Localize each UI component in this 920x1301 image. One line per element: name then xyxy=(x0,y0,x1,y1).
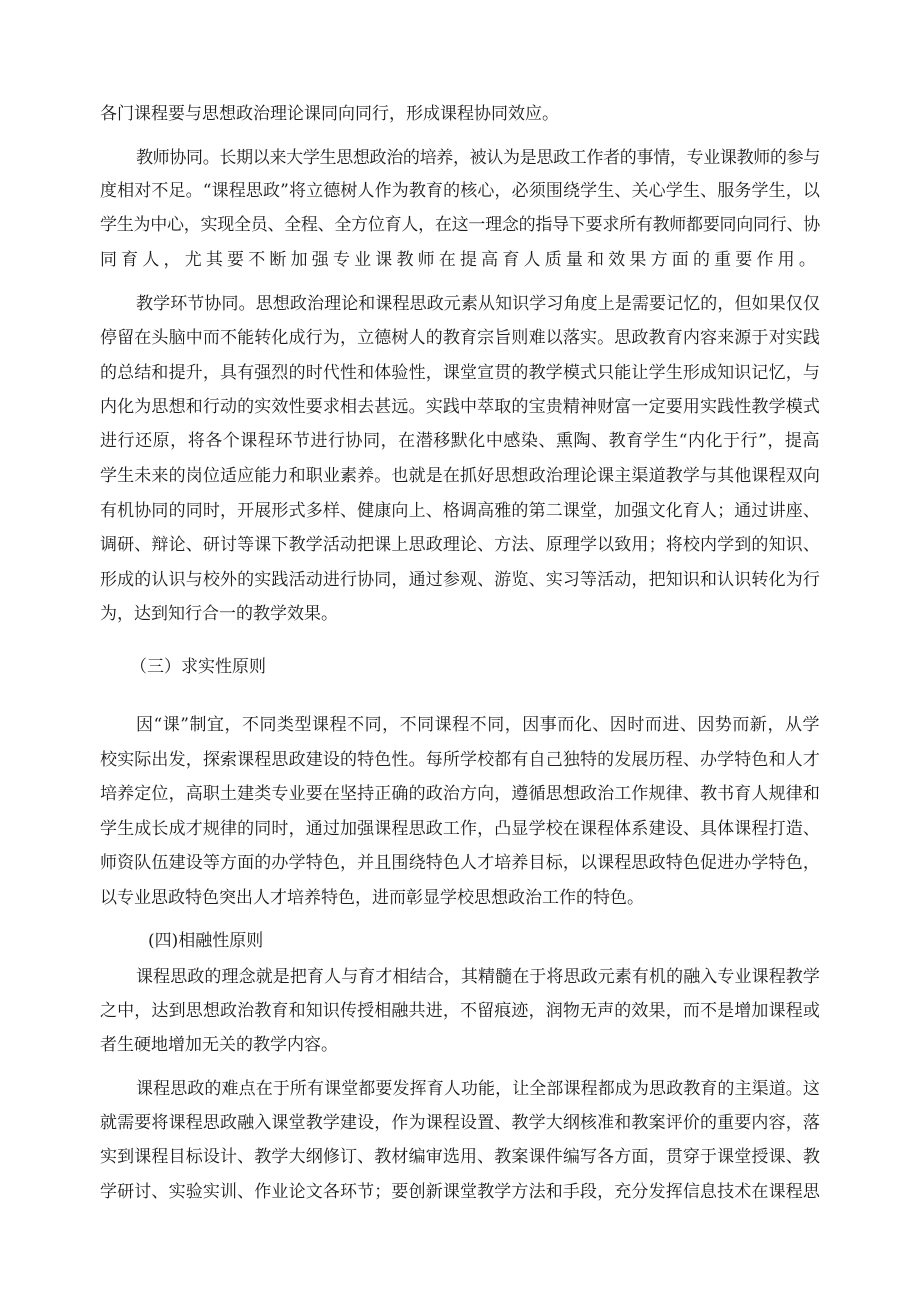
paragraph-line: 因“课”制宜，不同类型课程不同，不同课程不同，因事而化、因时而进、因势而新，从学 xyxy=(136,715,820,735)
paragraph-line: 度相对不足。“课程思政”将立德树人作为教育的核心，必须围绕学生、关心学生、服务学生，以 xyxy=(100,181,820,201)
paragraph-line: 有机协同的同时，开展形式多样、健康向上、格调高雅的第二课堂，加强文化育人；通过讲座、 xyxy=(100,501,820,521)
paragraph-line: 课程思政的理念就是把育人与育才相结合，其精髓在于将思政元素有机的融入专业课程教学 xyxy=(136,967,820,987)
paragraph-line: 形成的认识与校外的实践活动进行协同，通过参观、游览、实习等活动，把知识和认识转化为行 xyxy=(100,570,820,590)
paragraph-line: 教师协同。长期以来大学生思想政治的培养，被认为是思政工作者的事情，专业课教师的参与 xyxy=(136,148,820,168)
paragraph-line: 教学环节协同。思想政治理论和课程思政元素从知识学习角度上是需要记忆的，但如果仅仅 xyxy=(136,294,820,314)
paragraph-line: 就需要将课程思政融入课堂教学建设，作为课程设置、教学大纲核准和教案评价的重要内容，落 xyxy=(100,1113,820,1133)
paragraph-line: 学生成长成才规律的同时，通过加强课程思政工作，凸显学校在课程体系建设、具体课程打造、 xyxy=(100,819,820,839)
section-heading: （三）求实性原则 xyxy=(130,657,266,677)
paragraph-line: 课程思政的难点在于所有课堂都要发挥育人功能，让全部课程都成为思政教育的主渠道。这 xyxy=(136,1079,820,1099)
paragraph-line: 培养定位，高职土建类专业要在坚持正确的政治方向，遵循思想政治工作规律、教书育人规律和 xyxy=(100,784,820,804)
paragraph-line: 实到课程目标设计、教学大纲修订、教材编审选用、教案课件编写各方面，贯穿于课堂授课、教 xyxy=(100,1147,820,1167)
paragraph-line: 停留在头脑中而不能转化成行为，立德树人的教育宗旨则难以落实。思政教育内容来源于对实践 xyxy=(100,328,820,348)
paragraph-line: 之中，达到思想政治教育和知识传授相融共进，不留痕迹，润物无声的效果，而不是增加课程或 xyxy=(100,1001,820,1021)
paragraph-line: 师资队伍建设等方面的办学特色，并且围绕特色人才培养目标，以课程思政特色促进办学特色， xyxy=(100,853,820,873)
paragraph-line: 校实际出发，探索课程思政建设的特色性。每所学校都有自己独特的发展历程、办学特色和人才 xyxy=(100,750,820,770)
paragraph-line: 调研、辩论、研讨等课下教学活动把课上思政理论、方法、原理学以致用；将校内学到的知识、 xyxy=(100,535,820,555)
paragraph-line: 学研讨、实验实训、作业论文各环节；要创新课堂教学方法和手段，充分发挥信息技术在课程思 xyxy=(100,1182,820,1202)
paragraph-line: 的总结和提升，具有强烈的时代性和体验性，课堂宣贯的教学模式只能让学生形成知识记忆，与 xyxy=(100,363,820,383)
section-heading: (四)相融性原则 xyxy=(148,931,264,951)
paragraph-line: 学生未来的岗位适应能力和职业素养。也就是在抓好思想政治理论课主渠道教学与其他课程双向 xyxy=(100,466,820,486)
paragraph-line: 以专业思政特色突出人才培养特色，进而彰显学校思想政治工作的特色。 xyxy=(100,888,644,908)
paragraph-line: 进行还原，将各个课程环节进行协同，在潜移默化中感染、熏陶、教育学生“内化于行”，提高 xyxy=(100,431,820,451)
paragraph-line: 各门课程要与思想政治理论课同向同行，形成课程协同效应。 xyxy=(100,104,559,124)
paragraph-line: 同育人，尤其要不断加强专业课教师在提高育人质量和效果方面的重要作用。 xyxy=(100,250,820,270)
paragraph-line: 内化为思想和行动的实效性要求相去甚远。实践中萃取的宝贵精神财富一定要用实践性教学模式 xyxy=(100,397,820,417)
paragraph-line: 学生为中心，实现全员、全程、全方位育人，在这一理念的指导下要求所有教师都要同向同行、协 xyxy=(100,215,820,235)
paragraph-line: 者生硬地增加无关的教学内容。 xyxy=(100,1035,338,1055)
paragraph-line: 为，达到知行合一的教学效果。 xyxy=(100,604,338,624)
